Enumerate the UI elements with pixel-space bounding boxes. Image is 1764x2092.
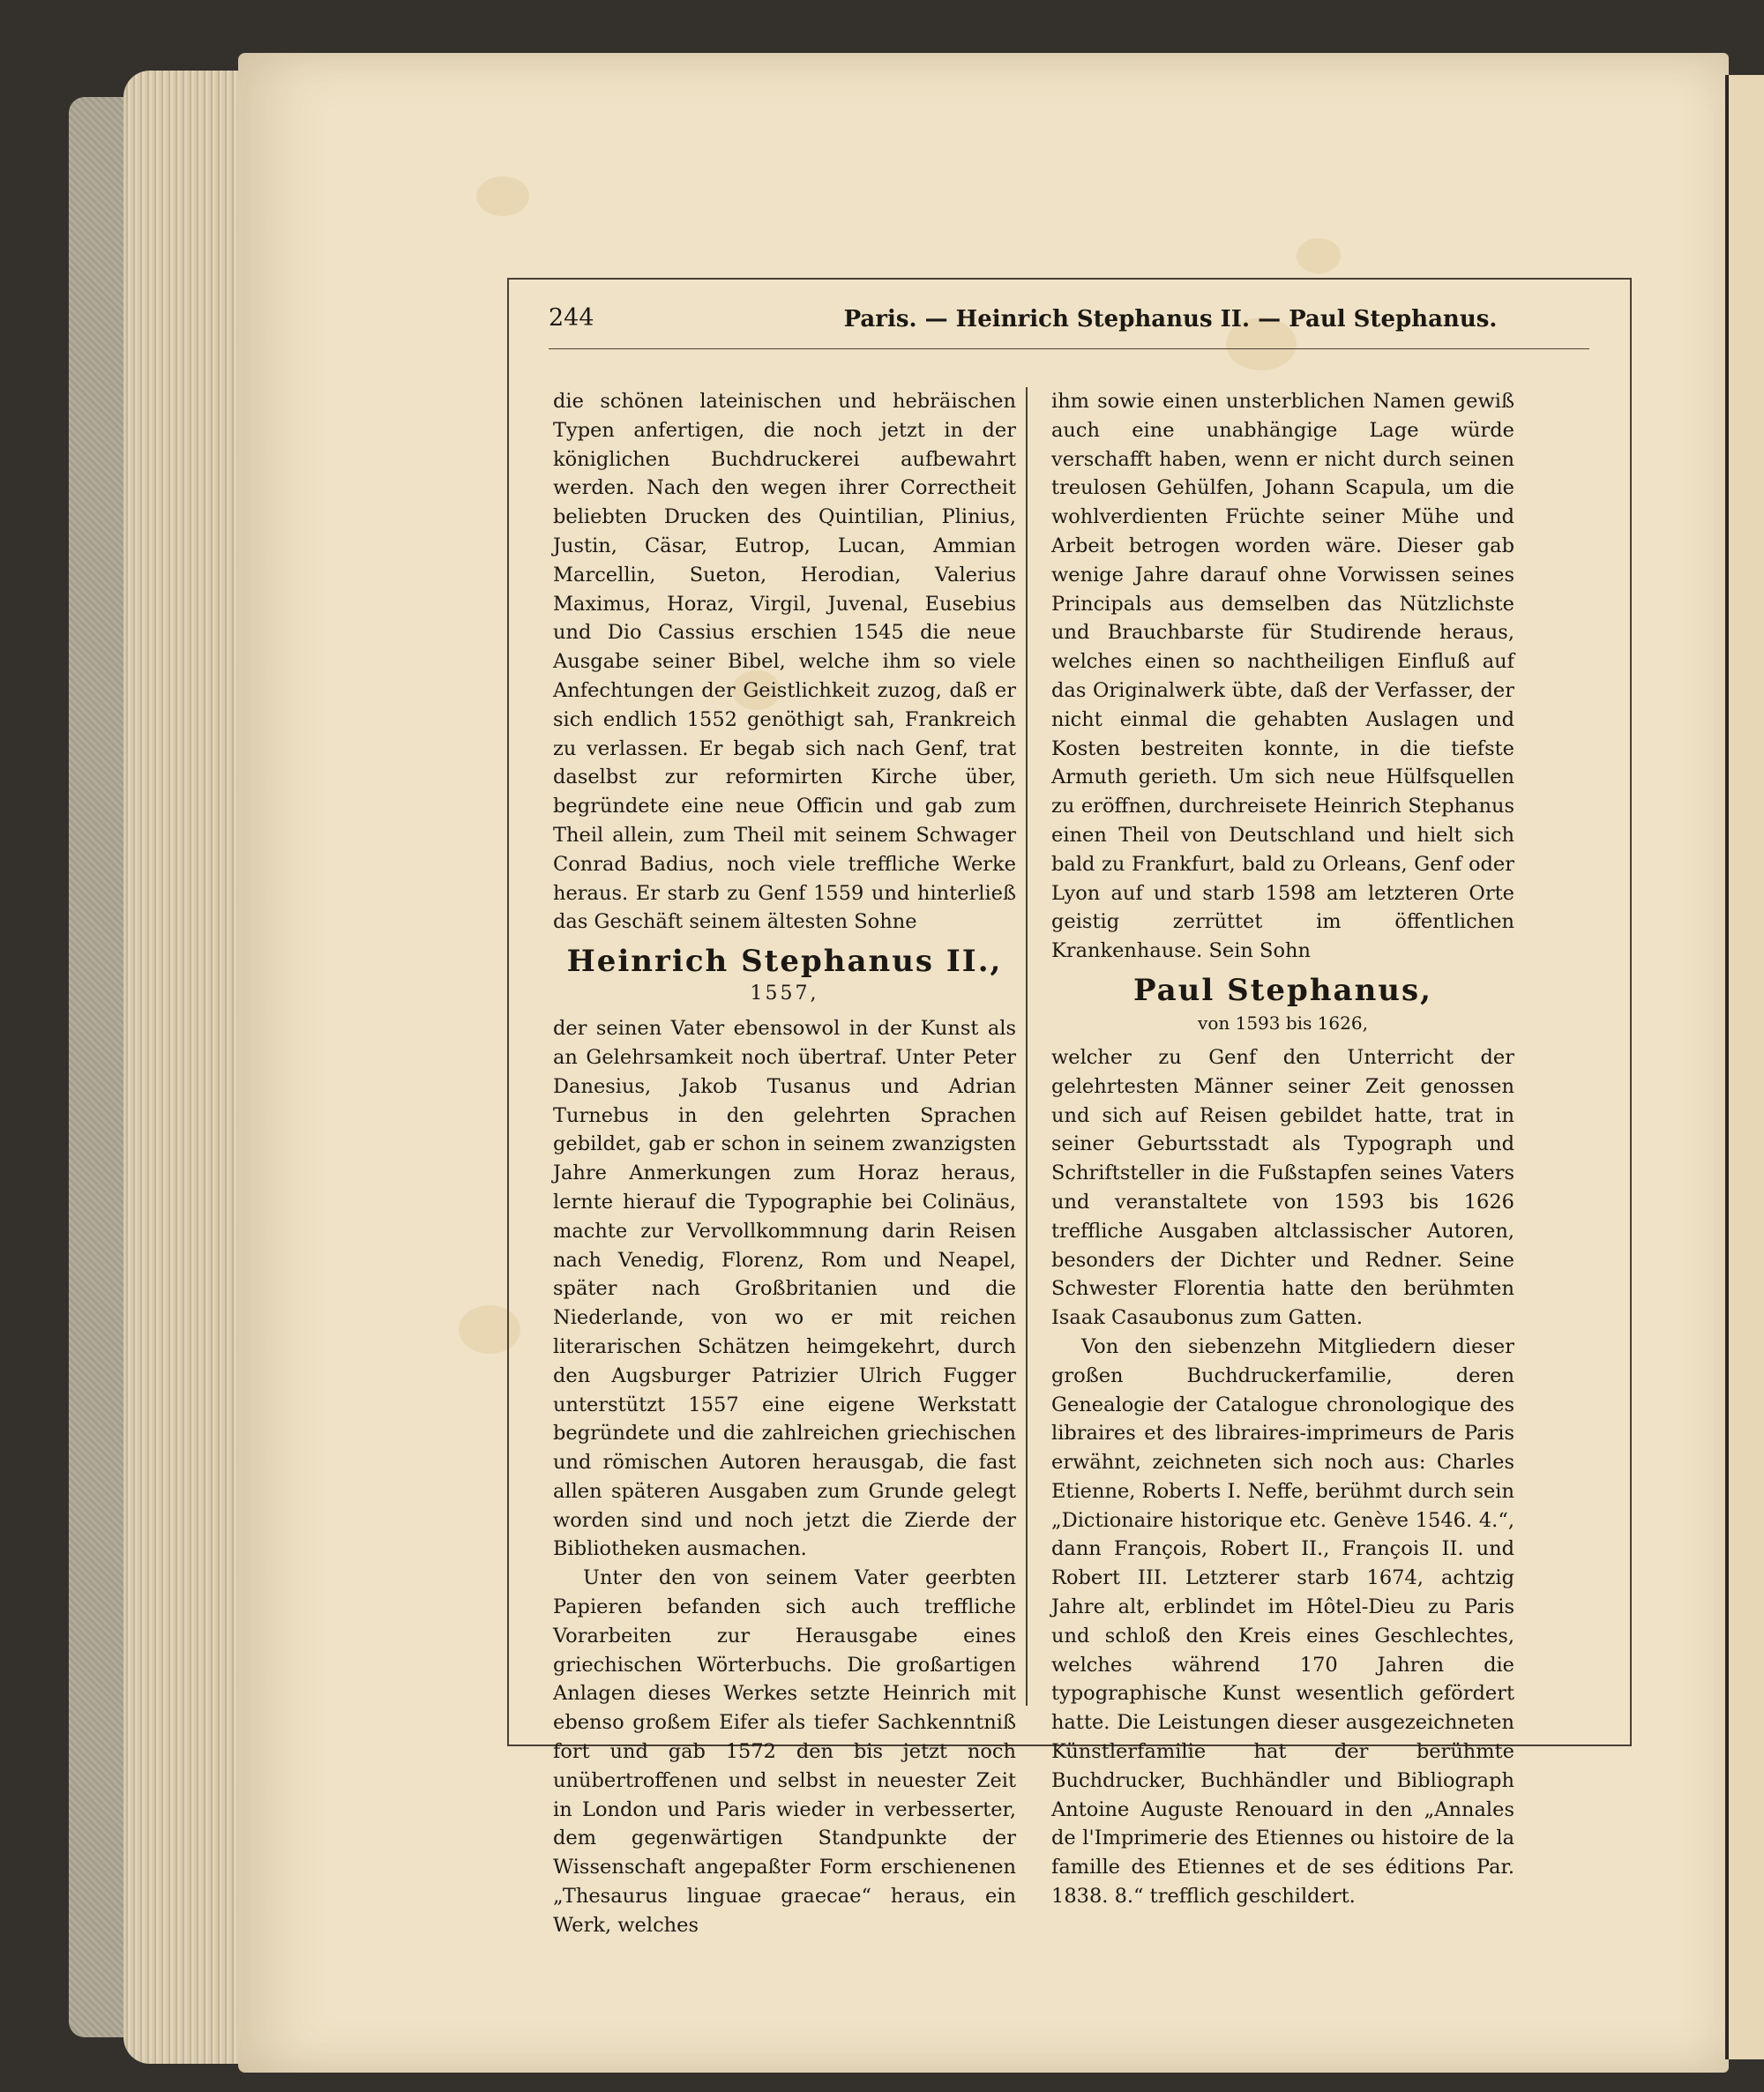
right-paragraph-2: welcher zu Genf den Unterricht der gelehrtesten Männer seiner Zeit genossen und sich auf Reisen gebildet hatte, trat in seiner Geburtsstadt als Typograph und Schriftsteller in die Fußstapfen seines Vaters und veranstaltete von 1593 bis 1626 treffliche Ausgaben altclassischer Autoren, besonders der Dichter und Redner. Seine Schwester Florentia hatte den berühmten Isaak Casaubonus zum Gatten. bbox=[1051, 1045, 1514, 1330]
page-edges bbox=[123, 71, 256, 2064]
paper-stain bbox=[476, 176, 529, 216]
column-divider bbox=[1026, 387, 1028, 1706]
paper-stain bbox=[1297, 238, 1341, 273]
section-subheading-years: von 1593 bis 1626, bbox=[1198, 1012, 1368, 1034]
page-number: 244 bbox=[549, 304, 594, 332]
right-column bbox=[1051, 387, 1514, 1911]
right-paragraph-1: ihm sowie einen unsterblichen Namen gewiß auch eine unabhängige Lage würde verschafft haben, wenn er nicht durch seinen treulosen Gehülfen, Johann Scapula, um die wohlverdienten Früchte seiner Mühe und Arbeit betrogen worden wäre. Dieser gab wenige Jahre darauf ohne Vorwissen seines Principals aus demselben das Nützlichste und Brauchbarste für Studirende heraus, welches einen so nachtheiligen Einfluß auf das Originalwerk übte, daß der Verfasser, der nicht einmal die gehabten Auslagen und Kosten bestreiten konnte, in die tiefste Armuth gerieth. Um sich neue Hülfsquellen zu eröffnen, durchreisete Heinrich Stephanus einen Theil von Deutschland und hielt sich bald zu Frankfurt, bald zu Orleans, Genf oder Lyon auf und starb 1598 am letzteren Orte geistig zerrüttet im öffentlichen Krankenhause. Sein Sohn bbox=[1051, 390, 1514, 963]
next-page-edge bbox=[1725, 75, 1764, 2059]
text-frame bbox=[507, 278, 1632, 1937]
running-header bbox=[549, 304, 1589, 349]
section-heading-heinrich: Heinrich Stephanus II., bbox=[566, 944, 1003, 980]
book-spine-cloth bbox=[69, 97, 131, 2037]
left-paragraph-3: Unter den von seinem Vater geerbten Papieren befanden sich auch treffliche Vorarbeiten zur Herausgabe eines griechischen Wörterbuchs. Die großartigen Anlagen dieses Werkes setzte Heinrich mit ebenso großem Eifer als tiefer Sachkenntniß fort und gab 1572 den bis jetzt noch unübertroffenen und selbst in neuester Zeit in London und Paris wieder in verbesserter, dem gegenwärtigen Standpunkte der Wissenschaft angepaßter Form erschienenen „Thesaurus linguae graecae“ heraus, ein Werk, welches bbox=[553, 1566, 1016, 1937]
left-column bbox=[553, 387, 1016, 1940]
left-paragraph-1: die schönen lateinischen und hebräischen Typen anfertigen, die noch jetzt in der königlichen Buchdruckerei aufbewahrt werden. Nach den wegen ihrer Correctheit beliebten Drucken des Quintilian, Plinius, Justin, Cäsar, Eutrop, Lucan, Ammian Marcellin, Sueton, Herodian, Valerius Maximus, Horaz, Virgil, Juvenal, Eusebius und Dio Cassius erschien 1545 die neue Ausgabe seiner Bibel, welche ihm so viele Anfechtungen der Geistlichkeit zuzog, daß er sich endlich 1552 genöthigt sah, Frankreich zu verlassen. Er begab sich nach Genf, trat daselbst zur reformirten Kirche über, begründete eine neue Officin und gab zum Theil allein, zum Theil mit seinem Schwager Conrad Badius, noch viele treffliche Werke heraus. Er starb zu Genf 1559 und hinterließ das Geschäft seinem ältesten Sohne bbox=[553, 390, 1016, 934]
running-title: Paris. — Heinrich Stephanus II. — Paul Stephanus. bbox=[843, 306, 1498, 332]
section-heading-paul: Paul Stephanus, bbox=[1133, 972, 1432, 1008]
right-paragraph-3: Von den siebenzehn Mitgliedern dieser großen Buchdruckerfamilie, deren Genealogie der Catalogue chronologique des libraires et des libraires-imprimeurs de Paris erwähnt, zeichneten sich noch aus: Charles Etienne, Roberts I. Neffe, berühmt durch sein „Dictionaire historique etc. Genève 1546. 4.“, dann François, Robert II., François II. und Robert III. Letzterer starb 1674, achtzig Jahre alt, erblindet im Hôtel-Dieu zu Paris und schloß den Kreis eines Geschlechtes, welches während 170 Jahren die typographische Kunst wesentlich gefördert hatte. Die Leistungen dieser ausgezeichneten Künstlerfamilie hat der berühmte Buchdrucker, Buchhändler und Bibliograph Antoine Auguste Renouard in den „Annales de l'Imprimerie des Etiennes ou histoire de la famille des Etiennes et de ses éditions Par. 1838. 8.“ trefflich geschildert. bbox=[1051, 1334, 1514, 1909]
section-subheading-year: 1557, bbox=[750, 982, 819, 1005]
left-paragraph-2: der seinen Vater ebensowol in der Kunst als an Gelehrsamkeit noch übertraf. Unter Peter Danesius, Jakob Tusanus und Adrian Turnebus in den gelehrten Sprachen gebildet, gab er schon in seinem zwanzigsten Jahre Anmerkungen zum Horaz heraus, lernte hierauf die Typographie bei Colinäus, machte zur Vervollkommnung darin Reisen nach Venedig, Florenz, Rom und Neapel, später nach Großbritanien und die Niederlande, von wo er mit reichen literarischen Schätzen heimgekehrt, durch den Augsburger Patrizier Ulrich Fugger unterstützt 1557 eine eigene Werkstatt begründete und die zahlreichen griechischen und römischen Autoren herausgab, die fast allen späteren Ausgaben zum Grunde gelegt worden sind und noch jetzt die Zierde der Bibliotheken ausmachen. bbox=[553, 1017, 1016, 1561]
